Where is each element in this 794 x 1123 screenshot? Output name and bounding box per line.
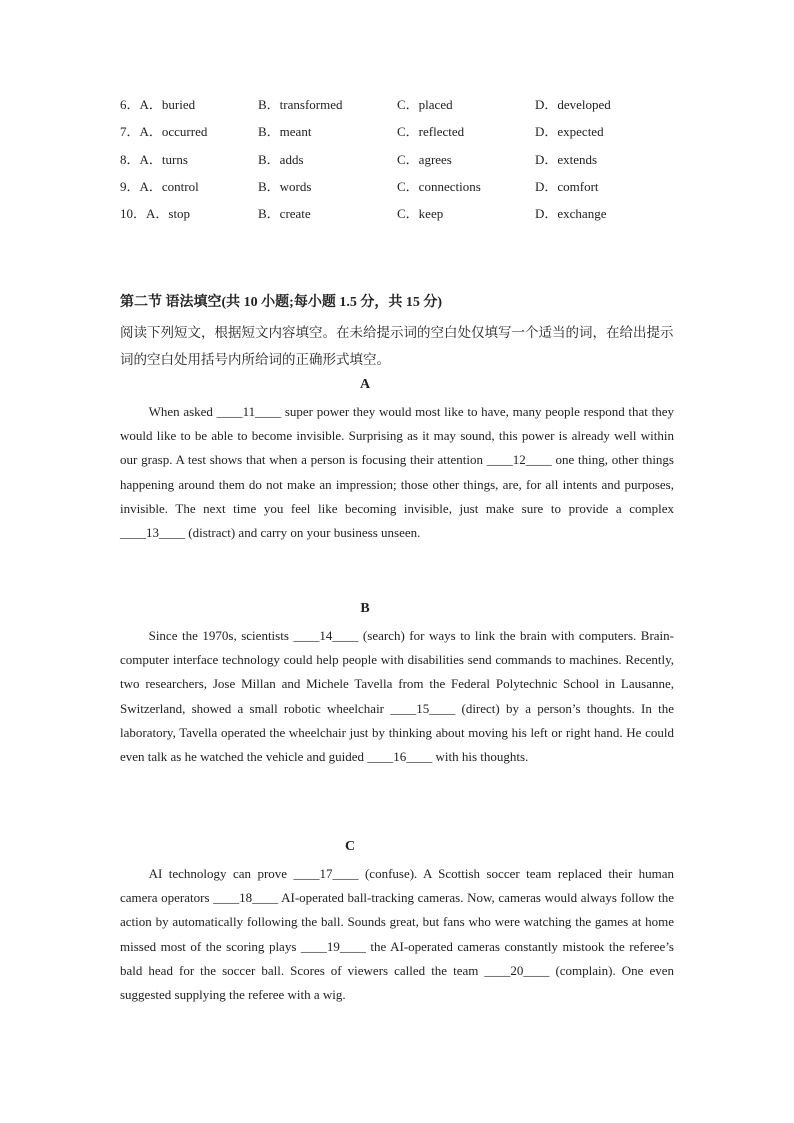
passage-c-text: AI technology can prove ____17____ (confuse). A Scottish soccer team replaced their human camera operators ____18____ AI-operated ball-tracking cameras. Now, cameras would always follow the action by automatically following the ball. Sounds great, but fans who were watching the games at home missed most of the scoring plays ____19____ the AI-operated cameras constantly mistook the referee’s bald head for the soccer ball. Scores of viewers called the team ____20____ (complain). One even suggested supplying the referee with a wig. [120, 866, 674, 1003]
option-d: D．comfort [535, 178, 599, 194]
option-b: B．transformed [258, 97, 343, 112]
option-a: 10．A．stop [120, 206, 191, 222]
option-row-9 [120, 178, 680, 205]
option-c: C．keep [397, 206, 444, 222]
option-b: B．adds [258, 151, 304, 167]
passage-a-heading: A [359, 377, 371, 392]
option-row-6 [120, 96, 680, 123]
option-b: B．create [258, 206, 311, 222]
section-instruction: 阅读下列短文，根据短文内容填空。在未给提示词的空白处仅填写一个适当的词，在给出提示词的空白处用括号内所给词的正确形式填空。 [120, 325, 674, 367]
option-a: 9．A．control [120, 178, 199, 194]
option-b: B．words [258, 178, 312, 194]
options-list [120, 96, 680, 232]
option-d: D．expected [535, 124, 604, 140]
option-a: 6．A．buried [120, 97, 196, 112]
section-title: 第二节 语法填空(共 10 小题;每小题 1.5 分，共 15 分) [120, 295, 442, 310]
option-c: C．connections [397, 178, 481, 194]
option-c: C．agrees [397, 151, 452, 167]
passage-c-heading: C [344, 839, 356, 854]
option-b: B．meant [258, 124, 312, 140]
option-d: D．developed [535, 97, 611, 112]
passage-a-text: When asked ____11____ super power they would most like to have, many people respond that they would like to be able to become invisible. Surprising as it may sound, this power is already well within our grasp. A test shows that when a person is focusing their attention ____12____ one thing, other things happening around them do not make an impression; those other things, are, for all intents and purposes, invisible. The next time you feel like becoming invisible, just make sure to provide a complex ____13____ (distract) and carry on your business unseen. [120, 404, 674, 541]
option-c: C．reflected [397, 124, 465, 140]
option-row-10 [120, 205, 680, 232]
option-row-7 [120, 123, 680, 150]
option-c: C．placed [397, 97, 453, 112]
option-row-8 [120, 151, 680, 178]
option-a: 8．A．turns [120, 151, 188, 167]
passage-b-text: Since the 1970s, scientists ____14____ (search) for ways to link the brain with computers. Brain-computer interface technology could help people with disabilities send commands to machines. Recently, two researchers, Jose Millan and Michele Tavella from the Federal Polytechnic School in Lausanne, Switzerland, showed a small robotic wheelchair ____15____ (direct) by a person’s thoughts. In the laboratory, Tavella operated the wheelchair just by thinking about moving his left or right hand. He could even talk as he watched the vehicle and guided ____16____ with his thoughts. [120, 628, 674, 765]
option-d: D．extends [535, 151, 598, 167]
passage-b-heading: B [360, 601, 370, 616]
option-a: 7．A．occurred [120, 124, 208, 140]
option-d: D．exchange [535, 206, 607, 222]
